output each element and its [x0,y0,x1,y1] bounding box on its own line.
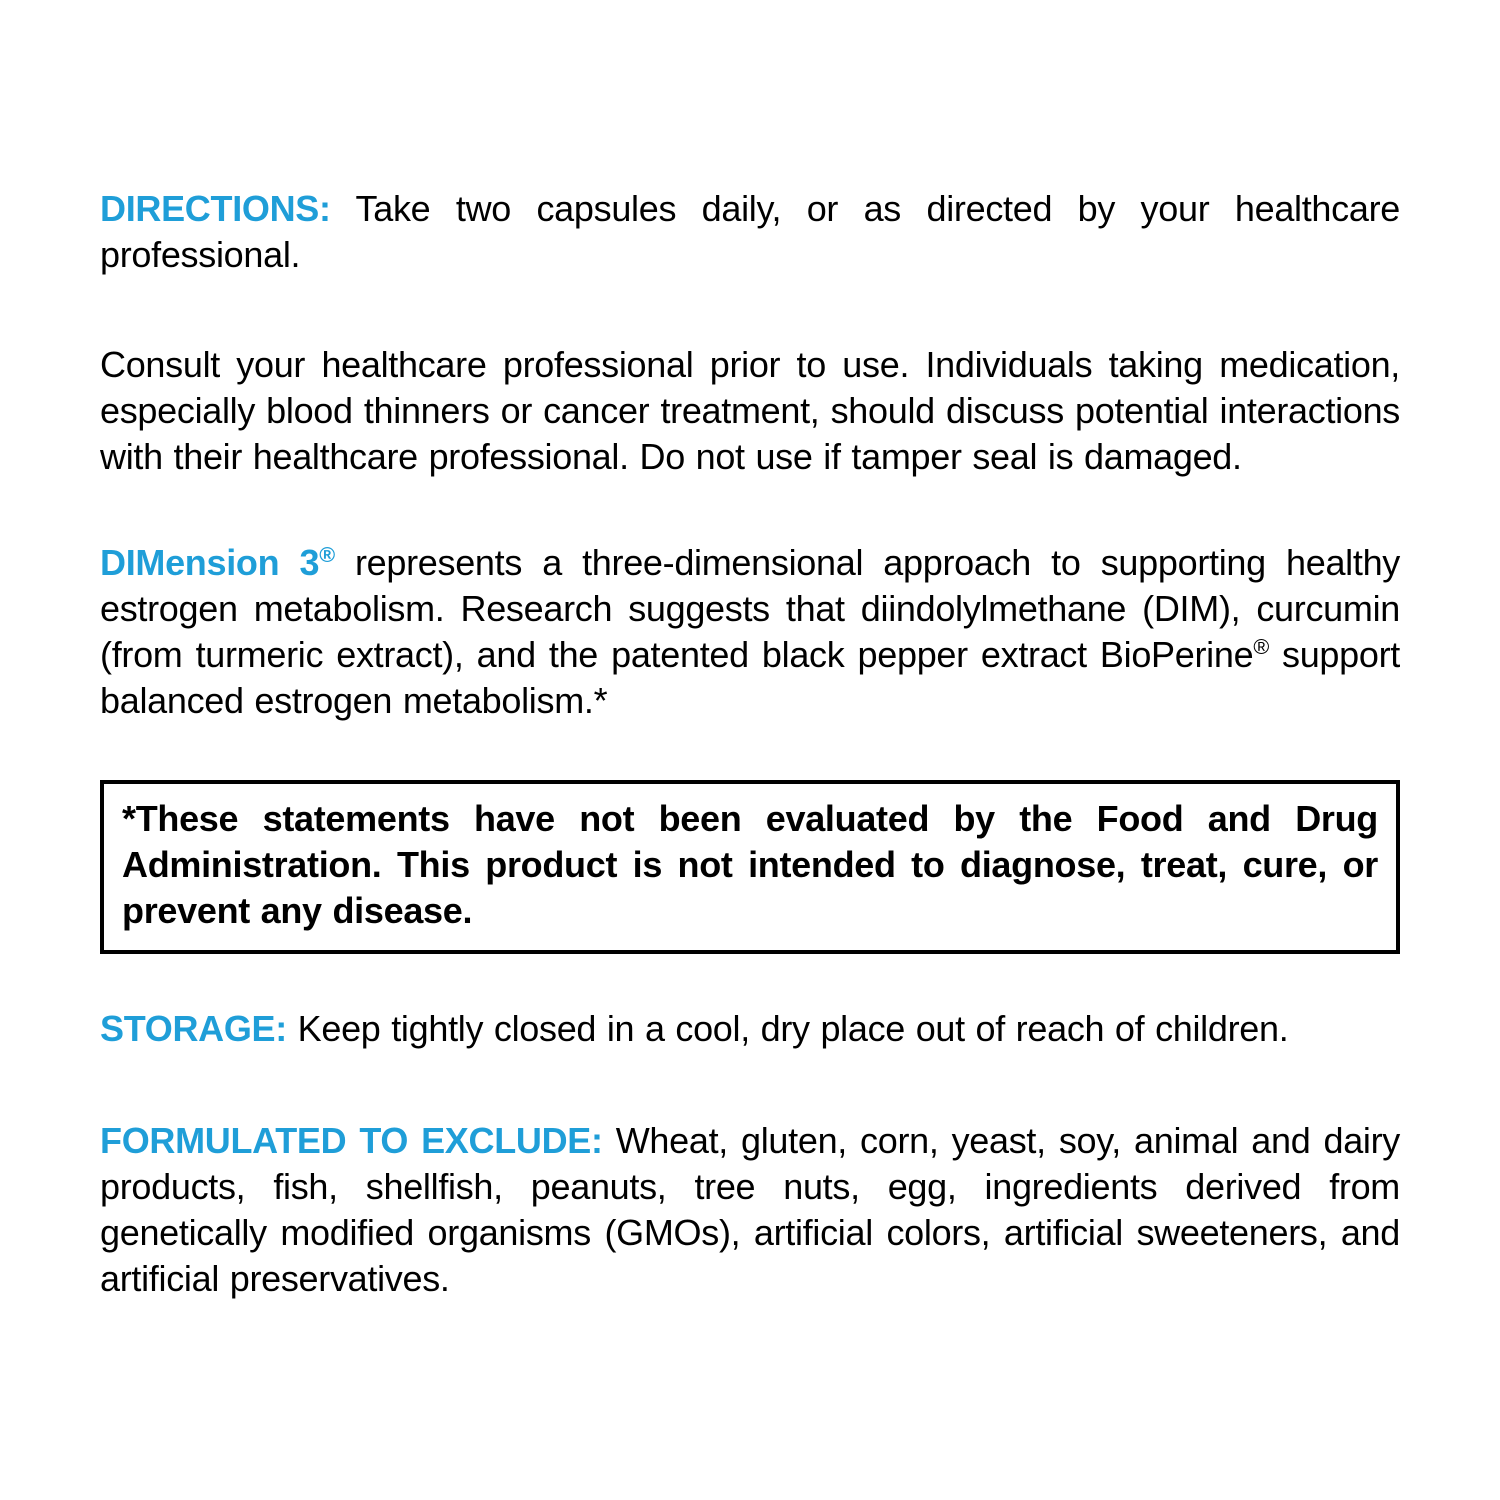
formulated-to-exclude-paragraph [100,1118,1400,1302]
registered-trademark-icon: ® [319,542,335,567]
dimension3-text-before: represents a three-dimensional approach to supporting healthy estrogen metabolism. Research suggests that diindolylmethane (DIM), curcumin (from turmeric extract), and the patented black pepper extract BioPerine [100,542,1400,675]
directions-text: Take two capsules daily, or as directed by your healthcare professional. [100,188,1400,275]
fda-disclaimer-box [100,780,1400,954]
storage-text: Keep tightly closed in a cool, dry place out of reach of children. [297,1008,1289,1049]
consult-text: Consult your healthcare professional prior to use. Individuals taking medication, especially blood thinners or cancer treatment, should discuss potential interactions with their healthcare professional. Do not use if tamper seal is damaged. [100,344,1400,477]
dimension3-heading: DIMension 3 [100,542,320,583]
storage-paragraph [100,1006,1400,1052]
directions-paragraph [100,186,1400,278]
dimension3-text-after: support balanced estrogen metabolism.* [100,634,1400,721]
storage-heading: STORAGE: [100,1008,287,1049]
dimension3-paragraph [100,540,1400,724]
consult-paragraph [100,342,1400,480]
formulated-to-exclude-heading: FORMULATED TO EXCLUDE: [100,1120,603,1161]
fda-disclaimer-text: *These statements have not been evaluated by the Food and Drug Administration. This product is not intended to diagnose, treat, cure, or prevent any disease. [122,798,1378,931]
registered-trademark-icon: ® [1253,634,1269,659]
directions-heading: DIRECTIONS: [100,188,331,229]
formulated-to-exclude-text: Wheat, gluten, corn, yeast, soy, animal and dairy products, fish, shellfish, peanuts, tree nuts, egg, ingredients derived from genetically modified organisms (GMOs), artificial colors, artificial sweeteners, and artificial preservatives. [100,1120,1401,1299]
